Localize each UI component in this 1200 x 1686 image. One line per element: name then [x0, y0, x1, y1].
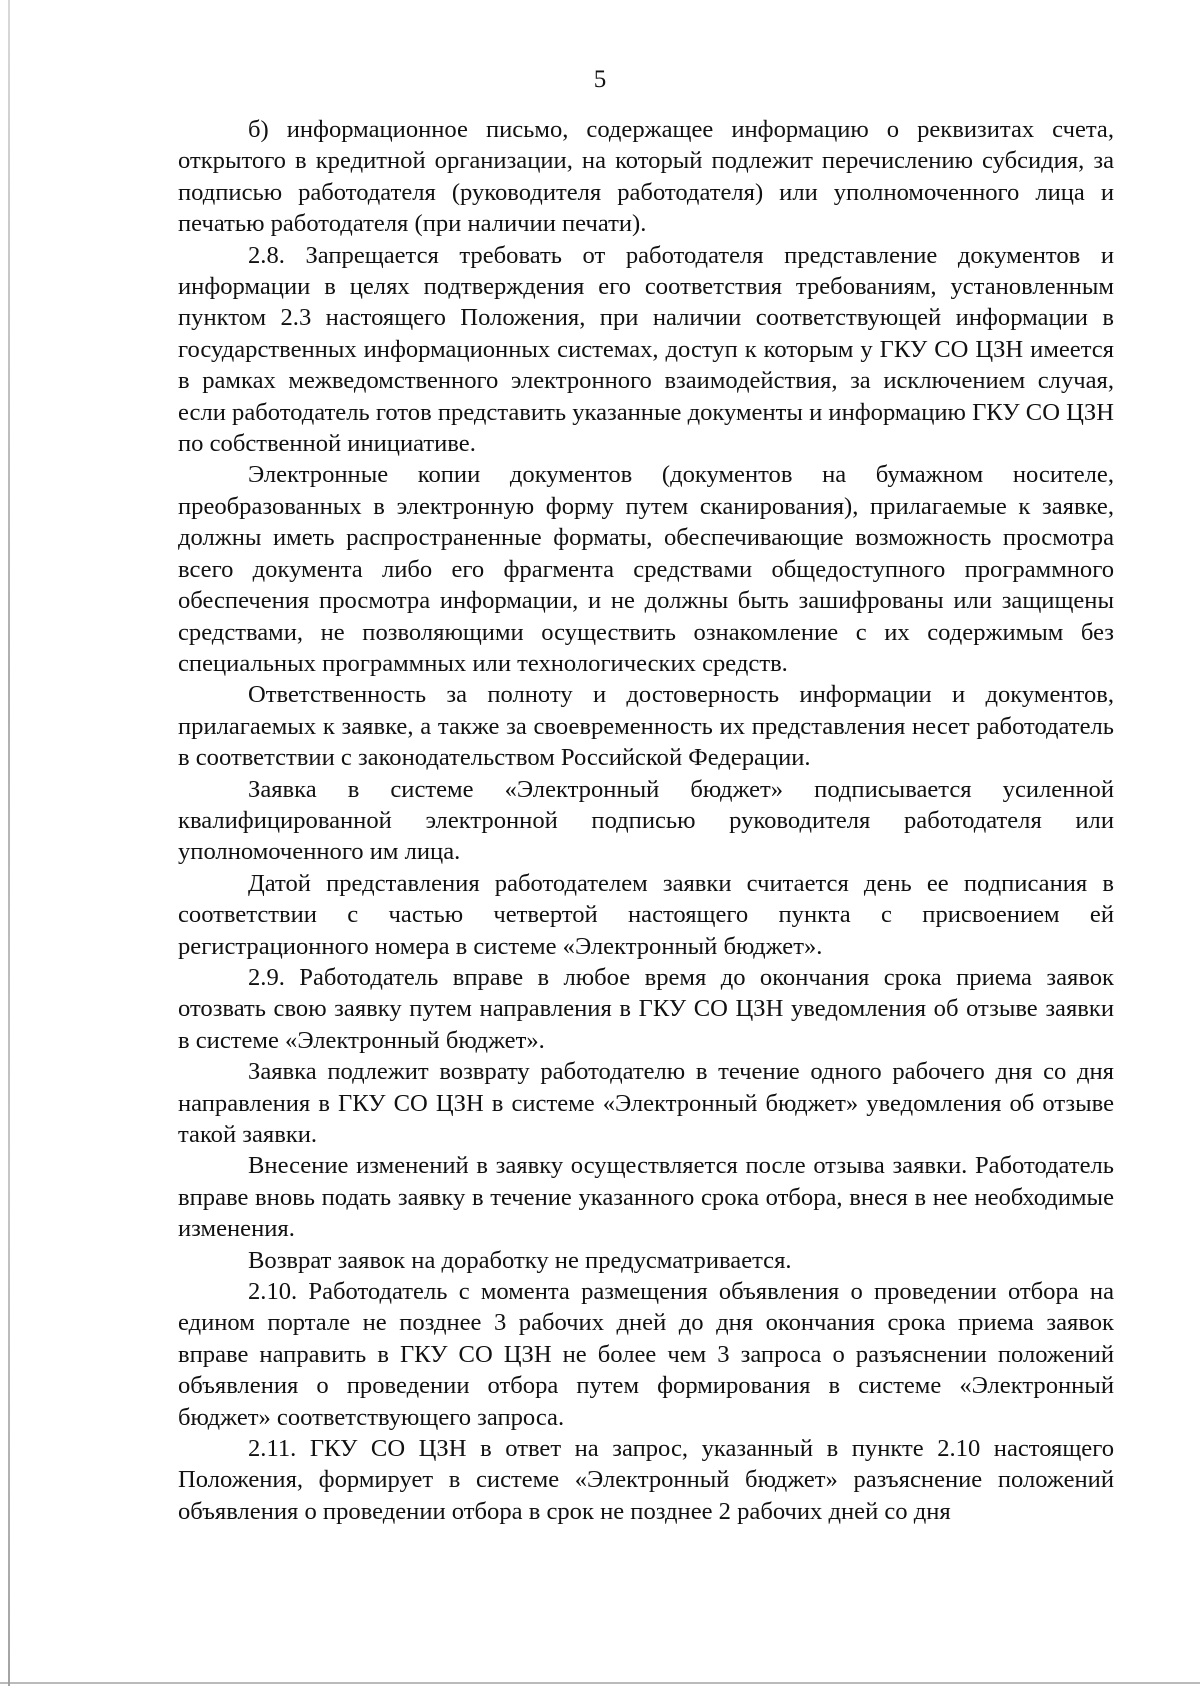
page-number: 5: [593, 66, 607, 93]
paragraph-submission-date: Датой представления работодателем заявки считается день ее подписания в соответствии с частью четвертой настоящего пункта с присвоением ей регистрационного номера в системе «Электронный бюджет».: [178, 869, 1114, 960]
paragraph-info-letter: б) информационное письмо, содержащее информацию о реквизитах счета, открытого в кредитной организации, на который подлежит перечислению субсидия, за подписью работодателя (руководителя работодателя) или уполномоченного лица и печатью работодателя (при наличии печати).: [178, 116, 1114, 238]
paragraph-2-8: 2.8. Запрещается требовать от работодателя представление документов и информации в целях подтверждения его соответствия требованиям, установленным пунктом 2.3 настоящего Положения, при наличии соответствующей информации в государственных информационных системах, доступ к которым у ГКУ СО ЦЗН имеется в рамках межведомственного электронного взаимодействия, за исключением случая, если работодатель готов представить указанные документы и информацию ГКУ СО ЦЗН по собственной инициативе.: [178, 241, 1114, 458]
scan-edge-left: [8, 0, 10, 1686]
paragraph-signature: Заявка в системе «Электронный бюджет» подписывается усиленной квалифицированной электронной подписью руководителя работодателя или уполномоченного им лица.: [178, 775, 1114, 866]
paragraph-2-11: 2.11. ГКУ СО ЦЗН в ответ на запрос, указанный в пункте 2.10 настоящего Положения, формирует в системе «Электронный бюджет» разъяснение положений объявления о проведении отбора в срок не позднее 2 рабочих дней со дня: [178, 1435, 1114, 1525]
paragraph-return: Заявка подлежит возврату работодателю в течение одного рабочего дня со дня направления в ГКУ СО ЦЗН в системе «Электронный бюджет» уведомления об отзыве такой заявки.: [178, 1058, 1114, 1148]
document-body: [178, 114, 1114, 1527]
paragraph-2-9: 2.9. Работодатель вправе в любое время до окончания срока приема заявок отозвать свою заявку путем направления в ГКУ СО ЦЗН уведомления об отзыве заявки в системе «Электронный бюджет».: [178, 963, 1114, 1054]
paragraph-responsibility: Ответственность за полноту и достоверность информации и документов, прилагаемых к заявке, а также за своевременность их представления несет работодатель в соответствии с законодательством Российской Федерации.: [178, 681, 1114, 772]
paragraph-changes: Внесение изменений в заявку осуществляется после отзыва заявки. Работодатель вправе вновь подать заявку в течение указанного срока отбора, внеся в нее необходимые изменения.: [178, 1152, 1114, 1243]
paragraph-no-rework: Возврат заявок на доработку не предусматривается.: [248, 1246, 792, 1274]
paragraph-electronic-copies: Электронные копии документов (документов на бумажном носителе, преобразованных в электронную форму путем сканирования), прилагаемые к заявке, должны иметь распространенные форматы, обеспечивающие возможность просмотра всего документа либо его фрагмента средствами общедоступного программного обеспечения просмотра информации, и не должны быть зашифрованы или защищены средствами, не позволяющими осуществить ознакомление с их содержимым без специальных программных или технологических средств.: [178, 461, 1114, 677]
scan-edge-bottom: [0, 1682, 1200, 1684]
paragraph-2-10: 2.10. Работодатель с момента размещения объявления о проведении отбора на едином портале не позднее 3 рабочих дней до дня окончания срока приема заявок вправе направить в ГКУ СО ЦЗН не более чем 3 запроса о разъяснении положений объявления о проведении отбора путем формирования в системе «Электронный бюджет» соответствующего запроса.: [178, 1278, 1114, 1431]
